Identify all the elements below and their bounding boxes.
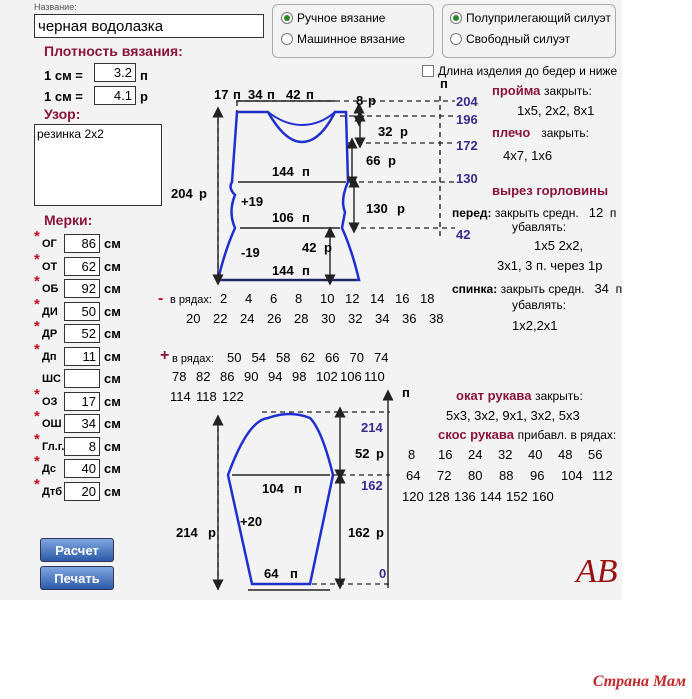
required-icon: *	[34, 318, 40, 335]
dim-unit: п	[290, 566, 298, 581]
required-icon: *	[34, 475, 40, 493]
neckline-front-row: перед: закрыть средн. 12 п	[452, 205, 617, 220]
svg-text:AB: AB	[576, 553, 618, 590]
sleeve-dim-64: 64	[264, 566, 279, 581]
row-number: 16	[395, 291, 410, 306]
required-icon: *	[34, 430, 40, 448]
increase-rows-line-2	[172, 369, 388, 384]
dim-130-rows: 130	[366, 201, 388, 216]
row-number: 160	[532, 489, 554, 504]
measurement-unit: см	[104, 326, 121, 341]
dim-unit: р	[199, 186, 207, 201]
row-number: 20	[186, 311, 201, 326]
row-number: 106	[340, 369, 362, 384]
row-number: 104	[561, 468, 583, 483]
row-number: 128	[428, 489, 450, 504]
checkbox-label: Длина изделия до бедер и ниже	[438, 64, 618, 78]
row-number: 118	[196, 389, 217, 404]
increase-label: в рядах:	[172, 353, 214, 365]
dim-66-rows: 66	[366, 153, 381, 168]
required-icon: *	[34, 295, 40, 313]
row-number: 32	[498, 447, 513, 462]
required-icon: *	[34, 408, 40, 425]
row-number: 30	[321, 311, 336, 326]
neckline-back-values: 1х2,2х1	[512, 318, 558, 333]
measurement-label: ШС	[42, 373, 61, 385]
row-number: 112	[592, 468, 613, 483]
measurements-title: Мерки:	[44, 212, 93, 228]
dim-unit: р	[368, 93, 376, 108]
dim-unit: р	[208, 525, 216, 540]
measurement-label: Дп	[42, 350, 57, 363]
dim-unit: п	[302, 263, 310, 278]
row-number: 72	[437, 468, 452, 483]
measurement-unit: см	[104, 416, 121, 431]
required-icon: *	[34, 250, 40, 268]
sleeve-dim-214: 214	[176, 525, 198, 540]
dim-unit: р	[324, 240, 332, 255]
row-number: 152	[506, 489, 528, 504]
row-number: 4	[245, 291, 253, 306]
row-number: 48	[558, 447, 573, 462]
row-number: 38	[429, 311, 444, 326]
radio-label: Ручное вязание	[297, 11, 386, 25]
name-label: Название:	[34, 2, 77, 12]
row-number: 114	[170, 389, 191, 404]
row-number: 136	[454, 489, 476, 504]
sleeve-stitch-marker: п	[402, 385, 410, 400]
neckline-back-dec: убавлять:	[512, 298, 567, 312]
row-number: 28	[294, 311, 309, 326]
row-number: 12	[345, 291, 360, 306]
dim-unit: р	[400, 124, 408, 139]
dim-144-top: 144	[272, 164, 294, 179]
sleeve-plus20: +20	[240, 514, 263, 529]
dim-unit: п	[294, 481, 302, 496]
dim-204-height: 204	[171, 186, 193, 201]
dim-minus19: -19	[241, 245, 260, 260]
dim-unit: р	[376, 525, 384, 540]
dim-42-rows: 42	[302, 240, 317, 255]
decrease-sign: -	[158, 290, 164, 307]
row-number: 10	[320, 291, 335, 306]
ab-logo	[574, 548, 620, 592]
row-count-196: 196	[456, 112, 478, 127]
sleeve-dim-104: 104	[262, 481, 284, 496]
measurement-unit: см	[104, 281, 121, 296]
required-icon: *	[34, 385, 40, 403]
row-number: 26	[267, 311, 282, 326]
row-number: 94	[268, 369, 283, 384]
row-number: 58	[276, 350, 291, 365]
measurement-label: Дтб	[42, 485, 63, 498]
print-button[interactable]: Печать	[40, 566, 114, 590]
row-number: 74	[374, 350, 389, 365]
sleeve-slope-line-1	[408, 447, 618, 462]
watermark: Страна Мам	[592, 673, 686, 690]
row-number: 34	[375, 311, 390, 326]
radio-label: Полуприлегающий силуэт	[466, 11, 611, 25]
measurement-label: ОТ	[42, 260, 58, 273]
sleeve-dim-52: 52	[355, 446, 370, 461]
armhole-values: 1х5, 2х2, 8х1	[517, 103, 595, 118]
neckline-front-dec: убавлять:	[512, 220, 567, 234]
sleeve-cap-row: окат рукава закрыть:	[456, 388, 583, 403]
row-number: 18	[420, 291, 435, 306]
row-number: 62	[300, 350, 315, 365]
calculate-button[interactable]: Расчет	[40, 538, 114, 562]
decrease-rows-line-2	[186, 311, 456, 326]
density-label-2: 1 см =	[44, 89, 83, 104]
neckline-back-row: спинка: закрыть средн. 34 п	[452, 281, 623, 296]
decrease-rows-line-1	[220, 291, 445, 306]
density-title: Плотность вязания:	[44, 43, 183, 59]
row-number: 70	[349, 350, 364, 365]
body-outline	[218, 112, 359, 280]
dim-42: 42	[286, 87, 301, 102]
row-number: 120	[402, 489, 424, 504]
density-unit-1: п	[140, 68, 148, 83]
row-number: 90	[244, 369, 259, 384]
row-number: 16	[438, 447, 453, 462]
radio-label: Свободный силуэт	[466, 32, 571, 46]
dim-106: 106	[272, 210, 294, 225]
sleeve-dim-162: 162	[348, 525, 370, 540]
row-number: 36	[402, 311, 417, 326]
measurement-label: Гл.г.	[42, 440, 65, 453]
dim-34: 34	[248, 87, 263, 102]
dim-144-bottom: 144	[272, 263, 294, 278]
dim-unit: р	[397, 201, 405, 216]
row-count-130: 130	[456, 171, 478, 186]
row-number: 56	[588, 447, 603, 462]
row-number: 102	[316, 369, 338, 384]
required-icon: *	[34, 273, 40, 290]
increase-sign: +	[160, 347, 170, 364]
row-number: 66	[325, 350, 340, 365]
measurement-label: ДИ	[42, 305, 58, 318]
row-number: 8	[295, 291, 303, 306]
measurement-unit: см	[104, 393, 121, 409]
row-number: 22	[213, 311, 228, 326]
dim-plus19: +19	[241, 194, 264, 209]
pattern-title: Узор:	[44, 106, 81, 122]
row-number: 64	[406, 468, 421, 483]
measurement-unit: см	[104, 236, 121, 251]
required-icon: *	[34, 453, 40, 470]
decrease-label: в рядах:	[170, 294, 212, 306]
dim-unit: р	[388, 153, 396, 168]
shoulder-values: 4х7, 1х6	[503, 148, 553, 163]
row-number: 86	[220, 369, 235, 384]
sleeve-row-0: 0	[379, 566, 387, 581]
sleeve-cap-values: 5х3, 3х2, 9х1, 3х2, 5х3	[446, 408, 580, 423]
sleeve-outline	[228, 414, 333, 584]
armhole-row: пройма закрыть:	[492, 83, 592, 98]
row-number: 32	[348, 311, 363, 326]
row-number: 40	[528, 447, 543, 462]
required-icon: *	[34, 228, 40, 245]
row-number: 14	[370, 291, 385, 306]
measurement-unit: см	[104, 483, 121, 499]
sleeve-row-162: 162	[361, 478, 383, 493]
required-icon: *	[34, 340, 40, 358]
row-number: 8	[408, 447, 416, 462]
row-number: 24	[240, 311, 255, 326]
row-count-204: 204	[456, 94, 478, 109]
dim-17: 17	[214, 87, 229, 102]
density-label-1: 1 см =	[44, 68, 83, 83]
dim-unit: п	[302, 210, 310, 225]
dim-unit: р	[376, 446, 384, 461]
measurement-label: Дс	[42, 463, 56, 475]
measurement-label: ОБ	[42, 283, 59, 295]
dim-unit: п	[233, 87, 241, 102]
measurement-unit: см	[104, 461, 121, 476]
neckline-front-values-1: 1х5 2х2,	[534, 238, 584, 253]
dim-8-rows: 8	[356, 93, 364, 108]
row-number: 144	[480, 489, 502, 504]
row-count-42: 42	[456, 227, 471, 242]
sleeve-slope-line-2	[406, 468, 623, 483]
radio-label: Машинное вязание	[297, 32, 405, 46]
stitch-marker: п	[440, 76, 448, 91]
sleeve-slope-row: скос рукава прибавл. в рядах:	[438, 427, 617, 442]
measurement-label: ОГ	[42, 238, 57, 250]
neck-curve	[268, 112, 335, 125]
dim-32-rows: 32	[378, 124, 393, 139]
dim-unit: п	[302, 164, 310, 179]
increase-rows-line-1	[227, 350, 399, 365]
row-number: 50	[227, 350, 242, 365]
row-number: 110	[364, 369, 385, 384]
sleeve-slope-line-3	[402, 489, 558, 504]
measurement-unit: см	[104, 371, 121, 386]
row-number: 24	[468, 447, 483, 462]
measurement-unit: см	[104, 348, 121, 364]
dim-unit: п	[306, 87, 314, 102]
dim-unit: п	[267, 87, 275, 102]
row-count-172: 172	[456, 138, 478, 153]
density-unit-2: р	[140, 89, 148, 104]
measurement-unit: см	[104, 438, 121, 454]
row-number: 88	[499, 468, 514, 483]
neckline-title: вырез горловины	[492, 183, 609, 198]
row-number: 2	[220, 291, 228, 306]
row-number: 96	[530, 468, 545, 483]
shoulder-row: плечо закрыть:	[492, 125, 589, 140]
row-number: 80	[468, 468, 483, 483]
row-number: 82	[196, 369, 211, 384]
increase-rows-line-3	[170, 389, 248, 404]
measurement-label: ОЗ	[42, 395, 58, 408]
row-number: 6	[270, 291, 278, 306]
row-number: 54	[251, 350, 266, 365]
row-number: 122	[222, 389, 244, 404]
measurement-label: ОШ	[42, 418, 62, 430]
measurement-label: ДР	[42, 328, 58, 340]
row-number: 98	[292, 369, 307, 384]
neckline-front-values-2: 3х1, 3 п. через 1р	[497, 258, 603, 273]
measurement-unit: см	[104, 258, 121, 274]
measurement-unit: см	[104, 303, 121, 319]
sleeve-row-214: 214	[361, 420, 383, 435]
row-number: 78	[172, 369, 187, 384]
